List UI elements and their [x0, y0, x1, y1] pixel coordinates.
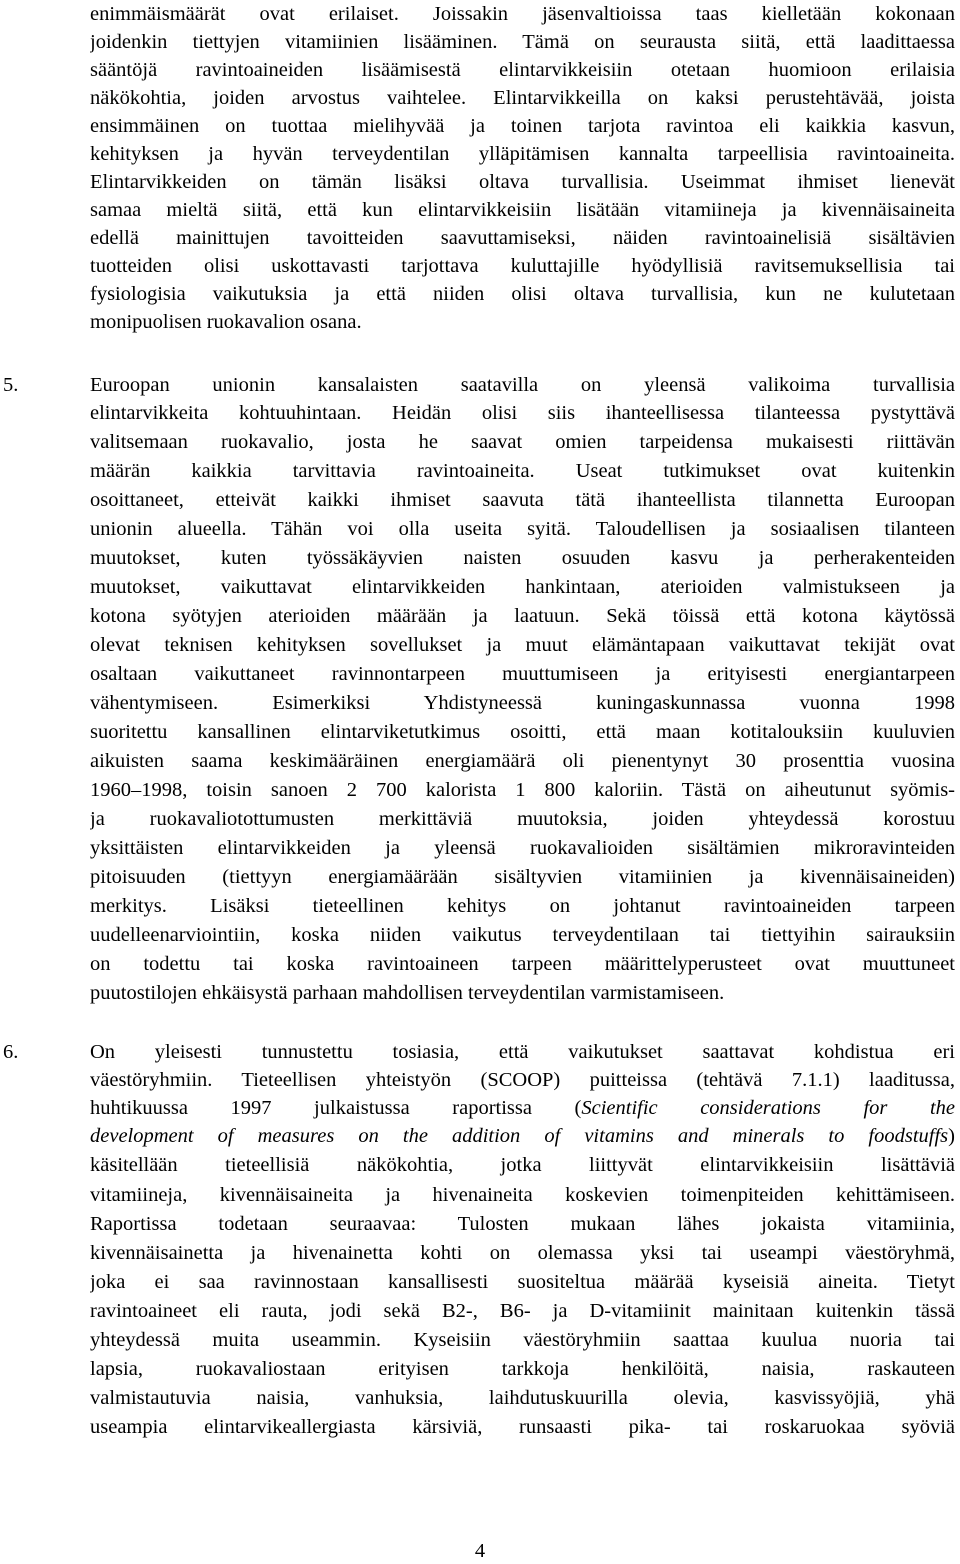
text-line: joidenkin tiettyjen vitamiinien lisääminen. Tämä on seurausta siitä, että laadittaessa: [90, 31, 955, 53]
text-segment: ): [948, 1125, 955, 1147]
text-line: edellä mainittujen tavoitteiden saavuttamiseksi, näiden ravintoainelisiä sisältävien: [90, 227, 955, 249]
text-line: määrän kaikkia tarvittavia ravintoaineita. Useat tutkimukset ovat kuitenkin: [90, 460, 955, 482]
report-title-part: Scientific considerations for the: [581, 1097, 955, 1119]
text-line: [90, 1122, 955, 1150]
text-line: uudelleenarviointiin, koska niiden vaikutus terveydentilaan tai tiettyihin sairauksiin: [90, 924, 955, 946]
text-line: kehityksen ja hyvän terveydentilan ylläpitämisen kannalta tarpeellisia ravintoaineita.: [90, 143, 955, 165]
text-line: 1960–1998, toisin sanoen 2 700 kalorista 1 800 kaloriin. Tästä on aiheutunut syömis-: [90, 779, 955, 801]
text-line: enimmäismäärät ovat erilaiset. Joissakin jäsenvaltioissa taas kielletään kokonaan: [90, 3, 955, 25]
text-line: osaltaan vaikuttaneet ravinnontarpeen muuttumiseen ja erityisesti energiantarpeen: [90, 663, 955, 685]
text-line: on todettu tai koska ravintoaineen tarpeen määrittelyperusteet ovat muuttuneet: [90, 953, 955, 975]
text-line: pitoisuuden (tiettyyn energiamäärään sisältyvien vitamiinien ja kivennäisaineiden): [90, 866, 955, 888]
text-line: yksittäisten elintarvikkeiden ja yleensä ruokavalioiden sisältämien mikroravinteiden: [90, 837, 955, 859]
text-line: yhteydessä muita useammin. Kyseisiin väestöryhmiin saattaa kuulua nuoria tai: [90, 1329, 955, 1351]
text-line: muutokset, vaikuttavat elintarvikkeiden hankintaan, aterioiden valmistukseen ja: [90, 576, 955, 598]
page-number: 4: [474, 1540, 486, 1562]
text-line: monipuolisen ruokavalion osana.: [90, 311, 362, 333]
report-title-part: development of measures on the addition of vitamins and minerals to foodstuffs: [90, 1125, 949, 1147]
text-line: ensimmäinen on tuottaa mielihyvää ja toinen tarjota ravintoa eli kaikkia kasvun,: [90, 115, 955, 137]
text-line: väestöryhmiin. Tieteellisen yhteistyön (SCOOP) puitteissa (tehtävä 7.1.1) laaditussa,: [90, 1069, 955, 1091]
text-line: käsitellään tieteellisiä näkökohtia, jotka liittyvät elintarvikkeisiin lisättäviä: [90, 1154, 955, 1176]
text-line: joka ei saa ravinnostaan kansallisesti suositeltua määrää kyseisiä aineita. Tietyt: [90, 1271, 955, 1293]
text-line: ja ruokavaliotottumusten merkittäviä muutoksia, joiden yhteydessä korostuu: [90, 808, 955, 830]
text-line: Raportissa todetaan seuraavaa: Tulosten mukaan lähes jokaista vitamiinia,: [90, 1213, 955, 1235]
text-line: kotona syötyjen aterioiden määrään ja laatuun. Sekä töissä että kotona käytössä: [90, 605, 955, 627]
text-line: vitamiineja, kivennäisaineita ja hivenaineita koskevien toimenpiteiden kehittämiseen.: [90, 1184, 955, 1206]
text-line: sääntöjä ravintoaineiden lisäämisestä elintarvikkeisiin otetaan huomioon erilaisia: [90, 59, 955, 81]
text-line: valitsemaan ruokavalio, josta he saavat omien tarpeidensa mukaisesti riittävän: [90, 431, 955, 453]
text-line: vähentymiseen. Esimerkiksi Yhdistyneessä kuningaskunnassa vuonna 1998: [90, 692, 955, 714]
text-line: suoritettu kansallinen elintarviketutkimus osoitti, että maan kotitalouksiin kuuluvien: [90, 721, 955, 743]
text-line: ravintoaineet eli rauta, jodi sekä B2-, B6- ja D-vitamiinit mainitaan kuitenkin tässä: [90, 1300, 955, 1322]
text-line: olevat teknisen kehityksen sovellukset ja muut elämäntapaan vaikuttavat tekijät ovat: [90, 634, 955, 656]
paragraph-number: 5.: [3, 374, 19, 396]
text-segment: huhtikuussa 1997 julkaistussa raportissa (: [90, 1097, 582, 1119]
text-line: Euroopan unionin kansalaisten saatavilla on yleensä valikoima turvallisia: [90, 374, 955, 396]
text-line: tuotteiden olisi uskottavasti tarjottava kuluttajille hyödyllisiä ravitsemuksellisia tai: [90, 255, 955, 277]
text-line: unionin alueella. Tähän voi olla useita syitä. Taloudellisen ja sosiaalisen tilanteen: [90, 518, 955, 540]
text-line: aikuisten saama keskimääräinen energiamäärä oli pienentynyt 30 prosenttia vuosina: [90, 750, 955, 772]
text-line: kivennäisainetta ja hivenainetta kohti on olemassa yksi tai useampi väestöryhmä,: [90, 1242, 955, 1264]
text-line: osoittaneet, etteivät kaikki ihmiset saavuta tätä ihanteellista tilannetta Euroopan: [90, 489, 955, 511]
text-line: samaa mieltä siitä, että kun elintarvikkeisiin lisätään vitamiineja ja kivennäisaineita: [90, 199, 955, 221]
text-line: Elintarvikkeiden on tämän lisäksi oltava turvallisia. Useimmat ihmiset lienevät: [90, 171, 955, 193]
text-line: valmistautuvia naisia, vanhuksia, laihdutuskuurilla olevia, kasvissyöjiä, yhä: [90, 1387, 955, 1409]
text-line: muutokset, kuten työssäkäyvien naisten osuuden kasvu ja perherakenteiden: [90, 547, 955, 569]
text-line: lapsia, ruokavaliostaan erityisen tarkkoja henkilöitä, naisia, raskauteen: [90, 1358, 955, 1380]
text-line: merkitys. Lisäksi tieteellinen kehitys on johtanut ravintoaineiden tarpeen: [90, 895, 955, 917]
text-line: [90, 1094, 955, 1122]
paragraph-number: 6.: [3, 1041, 19, 1063]
text-line: puutostilojen ehkäisystä parhaan mahdollisen terveydentilan varmistamiseen.: [90, 982, 725, 1004]
text-line: elintarvikkeita kohtuuhintaan. Heidän olisi siis ihanteellisessa tilanteessa pystyttävä: [90, 402, 955, 424]
text-line: On yleisesti tunnustettu tosiasia, että vaikutukset saattavat kohdistua eri: [90, 1041, 955, 1063]
text-line: fysiologisia vaikutuksia ja että niiden olisi oltava turvallisia, kun ne kulutetaan: [90, 283, 955, 305]
text-line: näkökohtia, joiden arvostus vaihtelee. Elintarvikkeilla on kaksi perustehtävää, joista: [90, 87, 955, 109]
text-line: useampia elintarvikeallergiasta kärsiviä, runsaasti pika- tai roskaruokaa syöviä: [90, 1416, 955, 1438]
